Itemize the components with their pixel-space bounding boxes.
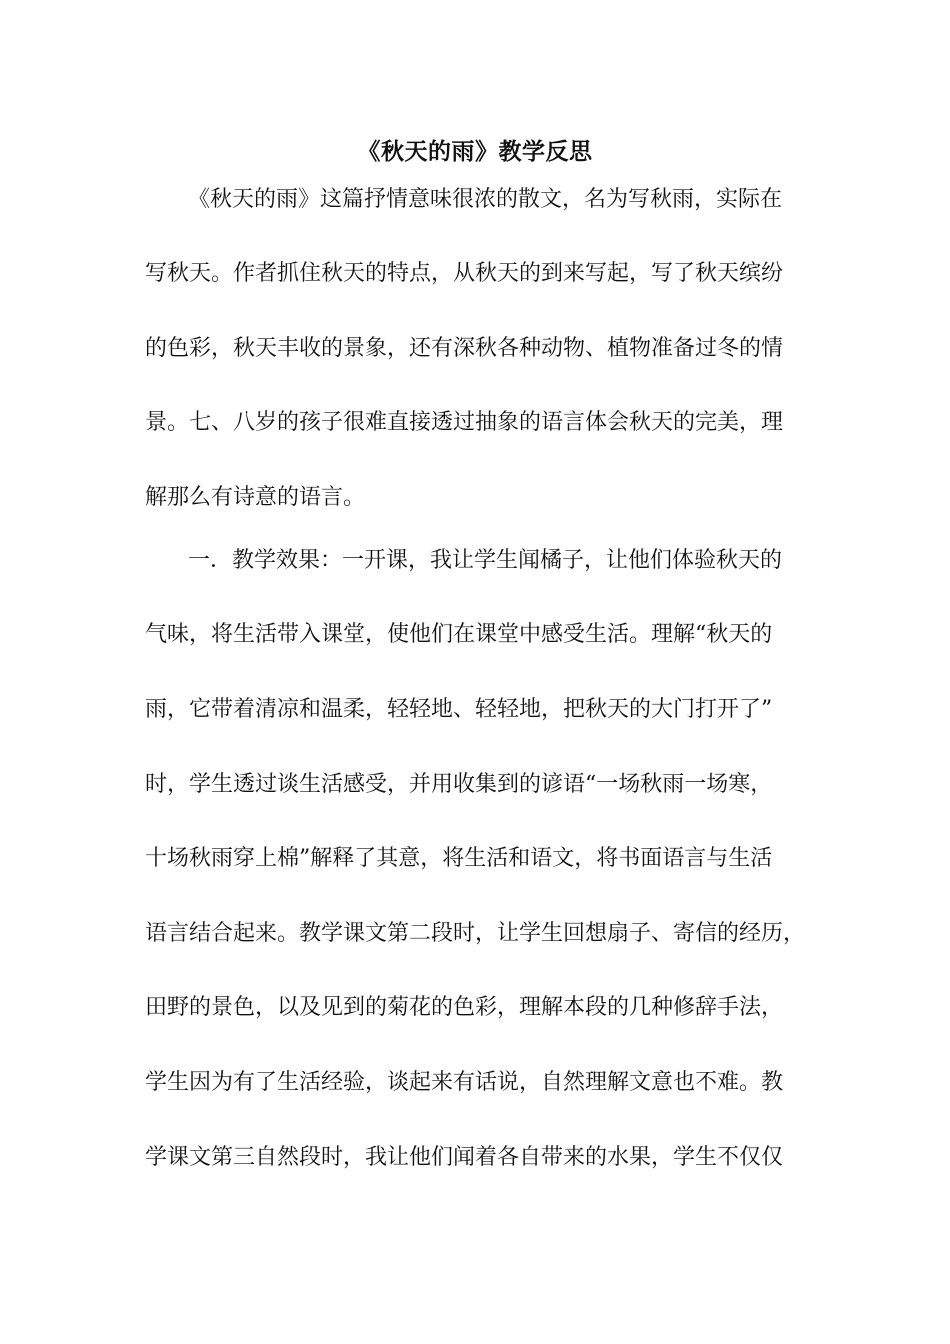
paragraph-line: 景。七、八岁的孩子很难直接透过抽象的语言体会秋天的完美，理 bbox=[145, 410, 784, 435]
paragraph-line: 气味，将生活带入课堂，使他们在课堂中感受生活。理解“秋天的 bbox=[145, 622, 773, 647]
paragraph-line: 十场秋雨穿上棉”解释了其意，将生活和语文，将书面语言与生活 bbox=[145, 846, 773, 871]
document-title: 《秋天的雨》教学反思 bbox=[357, 139, 593, 165]
paragraph-line: 时，学生透过谈生活感受，并用收集到的谚语“一场秋雨一场寒， bbox=[145, 772, 773, 797]
paragraph-line: 雨，它带着清凉和温柔，轻轻地、轻轻地，把秋天的大门打开了” bbox=[145, 697, 773, 722]
paragraph-line: 解那么有诗意的语言。 bbox=[145, 485, 366, 510]
paragraph-line: 《秋天的雨》这篇抒情意味很浓的散文，名为写秋雨，实际在 bbox=[188, 187, 783, 212]
paragraph-line: 写秋天。作者抓住秋天的特点，从秋天的到来写起，写了秋天缤纷 bbox=[145, 261, 784, 286]
paragraph-line: 学课文第三自然段时，我让他们闻着各自带来的水果，学生不仅仅 bbox=[145, 1145, 784, 1170]
paragraph-line: 学生因为有了生活经验，谈起来有话说，自然理解文意也不难。教 bbox=[145, 1070, 784, 1095]
paragraph-line: 语言结合起来。教学课文第二段时，让学生回想扇子、寄信的经历， bbox=[145, 921, 806, 946]
paragraph-line: 一．教学效果：一开课，我让学生闻橘子，让他们体验秋天的 bbox=[188, 548, 783, 573]
paragraph-line: 的色彩，秋天丰收的景象，还有深秋各种动物、植物准备过冬的情 bbox=[145, 336, 784, 361]
paragraph-line: 田野的景色，以及见到的菊花的色彩，理解本段的几种修辞手法， bbox=[145, 995, 784, 1020]
